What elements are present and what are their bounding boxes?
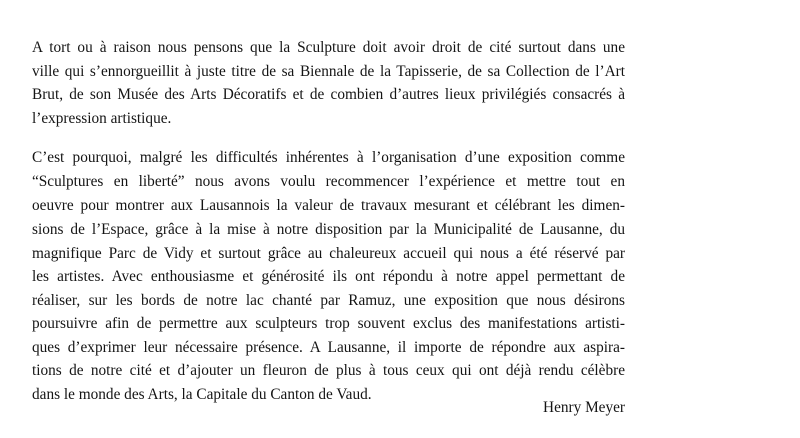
text-line: sions de l’Espace, grâce à la mise à notre disposition par la Municipalité de Lausanne, du (32, 221, 625, 238)
text-line: A tort ou à raison nous pensons que la Sculpture doit avoir droit de cité surtout dans une (32, 39, 625, 56)
text-line: les artistes. Avec enthousiasme et générosité ils ont répondu à notre appel permettant de (32, 268, 625, 285)
text-line: réaliser, sur les bords de notre lac chanté par Ramuz, une exposition que nous désirons (32, 292, 625, 309)
text-line: Brut, de son Musée des Arts Décoratifs et de combien d’autres lieux privilégiés consacrés à (32, 86, 625, 103)
text-line: “Sculptures en liberté” nous avons voulu recommencer l’expérience et mettre tout en (32, 173, 625, 190)
text-line: C’est pourquoi, malgré les difficultés inhérentes à l’organisation d’une exposition comme (32, 149, 625, 166)
text-line: poursuivre afin de permettre aux sculpteurs trop souvent exclus des manifestations artisti- (32, 315, 625, 332)
text-line: ville qui s’ennorgueillit à juste titre de sa Biennale de la Tapisserie, de sa Collection de l’Art (32, 63, 625, 80)
signature: Henry Meyer (543, 399, 625, 416)
text-line: ques d’exprimer leur nécessaire présence. A Lausanne, il importe de répondre aux aspira- (32, 339, 625, 356)
text-line: tions de notre cité et d’ajouter un fleuron de plus à tous ceux qui ont déjà rendu célèbre (32, 362, 625, 379)
text-line: dans le monde des Arts, la Capitale du Canton de Vaud. (32, 386, 372, 403)
text-line: oeuvre pour montrer aux Lausannois la valeur de travaux mesurant et célébrant les dimen- (32, 197, 625, 214)
text-line: magnifique Parc de Vidy et surtout grâce au chaleureux accueil qui nous a été réservé par (32, 245, 625, 262)
text-line: l’expression artistique. (32, 110, 172, 127)
